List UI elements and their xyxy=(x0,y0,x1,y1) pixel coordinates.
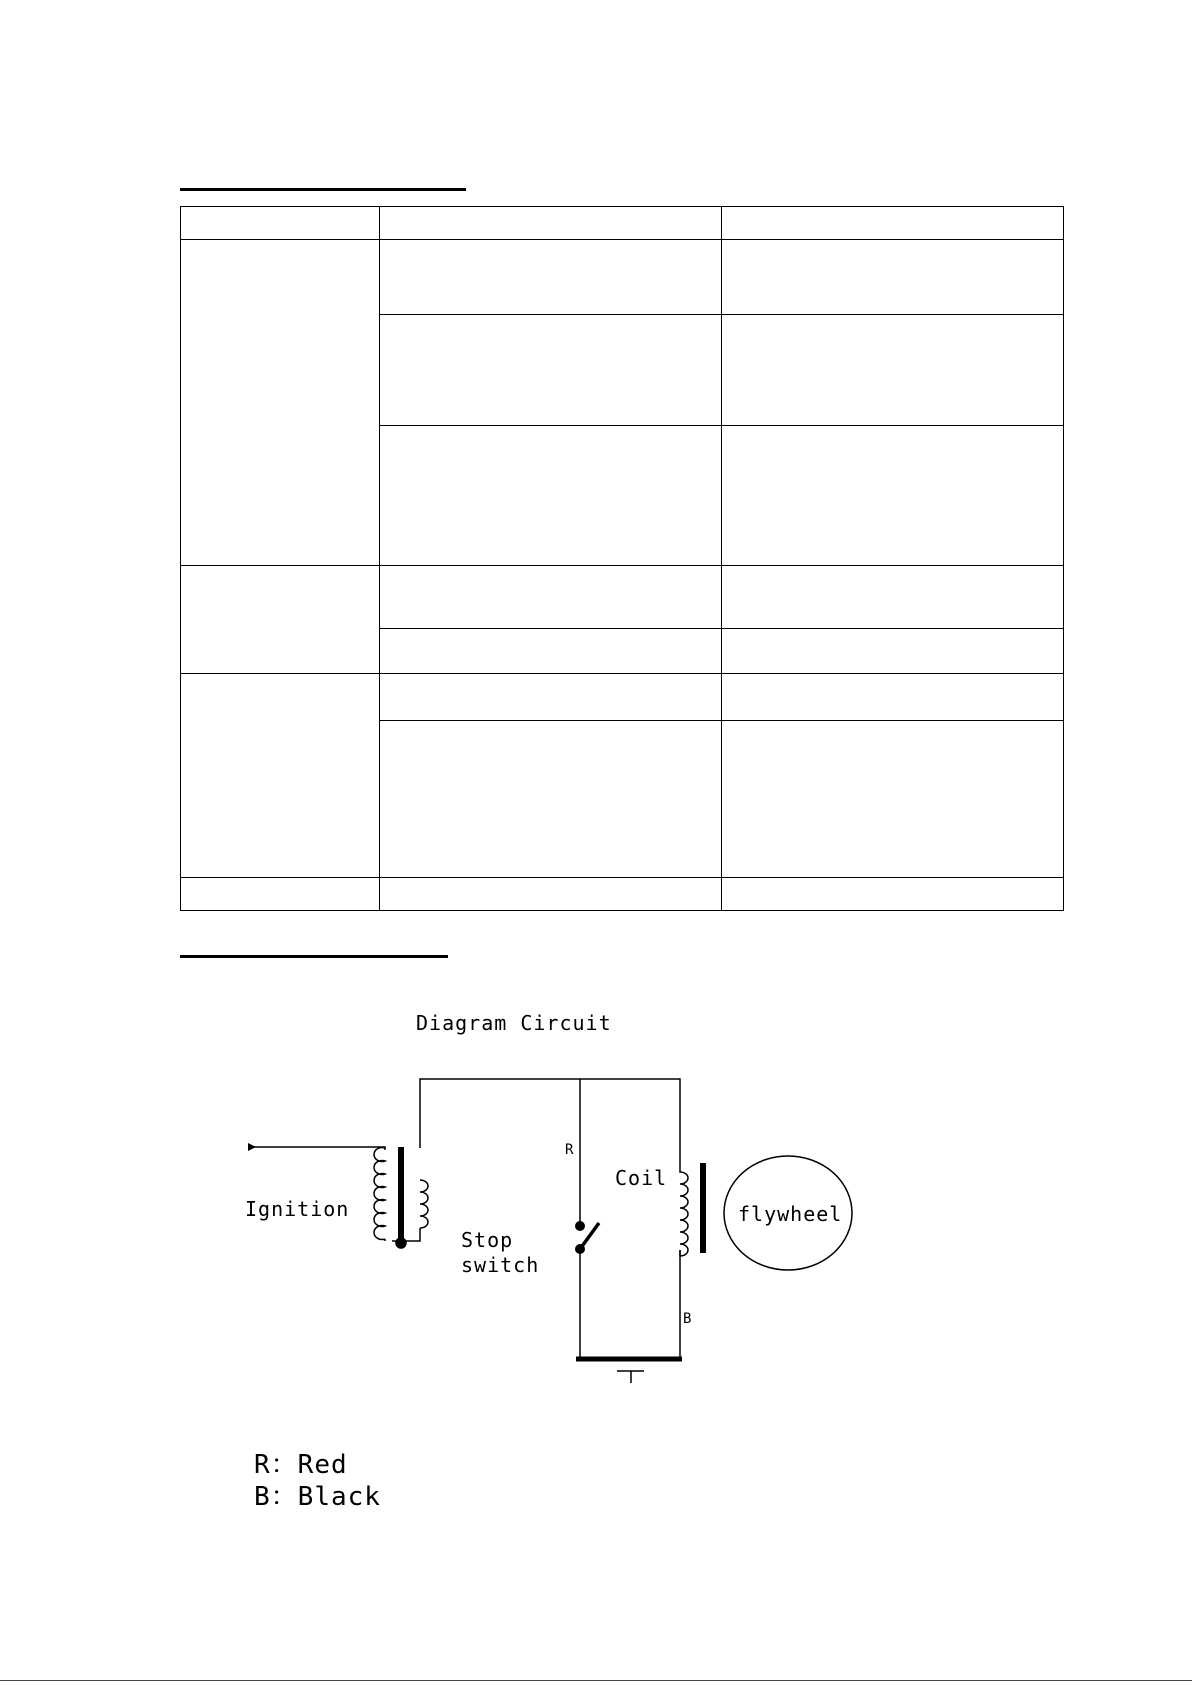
table-cell xyxy=(722,629,1064,674)
ignition-arrow-icon xyxy=(248,1143,256,1151)
table-row xyxy=(181,878,1064,911)
table-cell xyxy=(722,674,1064,721)
wire-label-r: R xyxy=(565,1142,574,1158)
ignition-label: Ignition xyxy=(245,1197,350,1221)
ignition-coil-icon xyxy=(374,1147,428,1248)
table-cell xyxy=(722,566,1064,629)
legend-item-black xyxy=(254,1476,381,1513)
page-footer-rule xyxy=(0,1680,1192,1681)
table-header-row xyxy=(181,207,1064,240)
legend-code: R xyxy=(254,1450,271,1480)
coil-label: Coil xyxy=(615,1166,668,1190)
stop-switch-label-line1: Stop xyxy=(461,1228,514,1252)
table-cell xyxy=(722,315,1064,426)
table-cell xyxy=(380,629,722,674)
section-underline-top xyxy=(180,188,466,191)
table-cell xyxy=(181,674,380,878)
coil-icon xyxy=(680,1148,703,1256)
table-cell xyxy=(380,426,722,566)
ground-icon xyxy=(576,1359,682,1383)
table-row xyxy=(181,566,1064,629)
table-cell xyxy=(181,878,380,911)
wire-label-b: B xyxy=(683,1311,692,1327)
table-cell xyxy=(181,240,380,566)
table-cell xyxy=(181,207,380,240)
table-cell xyxy=(380,721,722,878)
troubleshooting-table xyxy=(180,206,1064,911)
legend-color-name: Red xyxy=(297,1450,348,1480)
legend-color-name: Black xyxy=(297,1482,381,1512)
table-row xyxy=(181,674,1064,721)
table-cell xyxy=(722,240,1064,315)
stop-switch-label-line2: switch xyxy=(461,1253,540,1277)
table-cell xyxy=(722,878,1064,911)
table-cell xyxy=(181,566,380,674)
flywheel-label: flywheel xyxy=(738,1202,843,1226)
table-cell xyxy=(722,207,1064,240)
table-cell xyxy=(722,426,1064,566)
table-cell xyxy=(380,207,722,240)
legend-code: B xyxy=(254,1482,271,1512)
legend-separator: ： xyxy=(270,1450,298,1480)
section-underline-diagram xyxy=(180,955,448,958)
table-cell xyxy=(380,315,722,426)
table-cell xyxy=(380,566,722,629)
stop-switch-icon xyxy=(575,1221,599,1254)
table-cell xyxy=(722,721,1064,878)
table-row xyxy=(181,240,1064,315)
circuit-diagram xyxy=(0,990,1192,1410)
table-cell xyxy=(380,674,722,721)
table-cell xyxy=(380,878,722,911)
legend-separator: ： xyxy=(270,1482,298,1512)
diagram-title: Diagram Circuit xyxy=(416,1011,612,1035)
table-cell xyxy=(380,240,722,315)
